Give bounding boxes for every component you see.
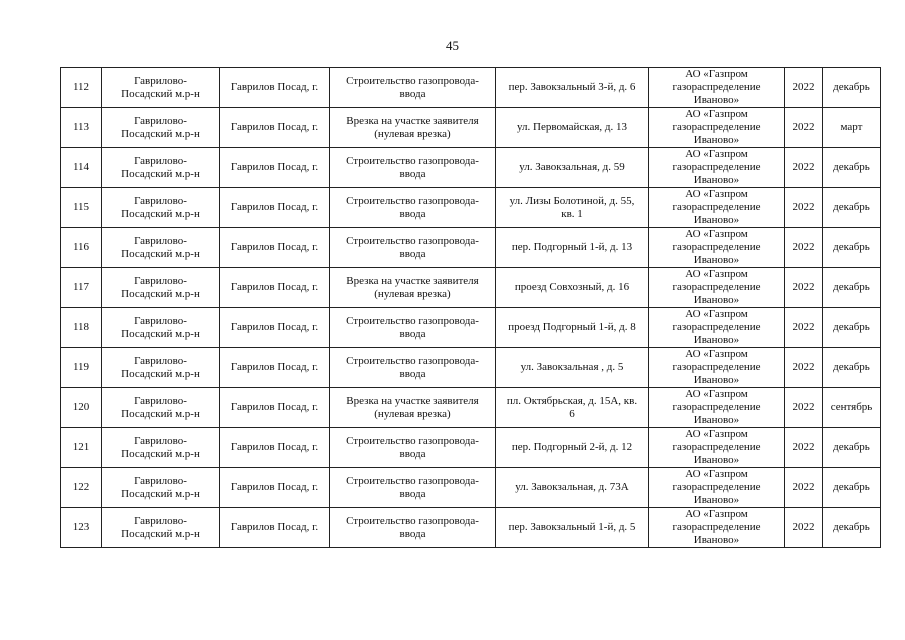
address-cell-line: ул. Первомайская, д. 13 [517,121,627,133]
organization-cell-line: АО «Газпром [685,468,748,480]
month-cell: декабрь [823,228,881,268]
table-row [61,308,881,348]
work-type-cell-line: Строительство газопровода- [346,354,479,367]
organization-cell [649,148,785,188]
organization-cell-line: АО «Газпром [685,228,748,240]
address-cell [496,68,649,108]
locality-cell: Гаврилов Посад, г. [220,468,330,508]
organization-cell-line: газораспределение [672,81,761,93]
address-cell [496,468,649,508]
table-row [61,508,881,548]
district-cell-line: Посадский м.р-н [121,87,200,100]
row-number-cell: 122 [61,468,102,508]
work-type-cell-line: Строительство газопровода- [346,474,479,487]
district-cell-line: Посадский м.р-н [121,127,200,140]
locality-cell: Гаврилов Посад, г. [220,228,330,268]
year-cell: 2022 [785,268,823,308]
address-cell-line: пер. Завокзальный 3-й, д. 6 [508,81,636,93]
row-number-cell: 116 [61,228,102,268]
table-row [61,68,881,108]
locality-cell: Гаврилов Посад, г. [220,388,330,428]
work-type-cell [330,348,496,388]
district-cell-line: Гаврилово- [134,114,187,127]
work-type-cell-line: (нулевая врезка) [374,287,451,300]
address-cell-line: ул. Лизы Болотиной, д. 55, [509,194,635,207]
locality-cell: Гаврилов Посад, г. [220,268,330,308]
district-cell-line: Гаврилово- [134,354,187,367]
district-cell-line: Посадский м.р-н [121,447,200,460]
organization-cell-line: АО «Газпром [685,148,748,160]
organization-cell-line: АО «Газпром [685,428,748,440]
district-cell [102,68,220,108]
district-cell-line: Гаврилово- [134,74,187,87]
organization-cell-line: газораспределение [672,361,761,373]
organization-cell-line: АО «Газпром [685,188,748,200]
work-type-cell-line: ввода [399,447,426,460]
work-type-cell-line: (нулевая врезка) [374,127,451,140]
district-cell-line: Посадский м.р-н [121,527,200,540]
organization-cell-line: Иваново» [693,334,740,346]
month-cell: март [823,108,881,148]
address-cell [496,188,649,228]
organization-cell [649,68,785,108]
locality-cell: Гаврилов Посад, г. [220,348,330,388]
table-row [61,468,881,508]
year-cell: 2022 [785,508,823,548]
address-cell [496,388,649,428]
organization-cell [649,348,785,388]
work-type-cell-line: ввода [399,327,426,340]
locality-cell: Гаврилов Посад, г. [220,508,330,548]
table-row [61,228,881,268]
locality-cell: Гаврилов Посад, г. [220,148,330,188]
work-type-cell [330,508,496,548]
work-type-cell [330,268,496,308]
address-cell-line: ул. Завокзальная , д. 5 [520,361,624,373]
year-cell: 2022 [785,308,823,348]
address-cell-line: пер. Подгорный 1-й, д. 13 [511,241,633,253]
district-cell-line: Посадский м.р-н [121,167,200,180]
organization-cell [649,388,785,428]
organization-cell-line: газораспределение [672,321,761,333]
organization-cell-line: Иваново» [693,214,740,226]
address-cell [496,228,649,268]
table-row [61,108,881,148]
year-cell: 2022 [785,468,823,508]
locality-cell: Гаврилов Посад, г. [220,68,330,108]
organization-cell [649,108,785,148]
organization-cell [649,188,785,228]
district-cell [102,388,220,428]
year-cell: 2022 [785,428,823,468]
address-cell-line: проезд Подгорный 1-й, д. 8 [508,321,636,333]
page-number: 45 [446,38,459,53]
month-cell: декабрь [823,428,881,468]
work-type-cell-line: Строительство газопровода- [346,434,479,447]
district-cell-line: Посадский м.р-н [121,367,200,380]
organization-cell-line: Иваново» [693,494,740,506]
year-cell: 2022 [785,188,823,228]
work-type-cell-line: (нулевая врезка) [374,407,451,420]
table-row [61,148,881,188]
organization-cell-line: Иваново» [693,94,740,106]
organization-cell-line: АО «Газпром [685,68,748,80]
table-row [61,348,881,388]
organization-cell-line: АО «Газпром [685,348,748,360]
month-cell: декабрь [823,468,881,508]
work-type-cell [330,228,496,268]
district-cell-line: Гаврилово- [134,154,187,167]
address-cell-line: проезд Совхозный, д. 16 [514,281,630,293]
row-number-cell: 117 [61,268,102,308]
organization-cell-line: газораспределение [672,441,761,453]
organization-cell-line: АО «Газпром [685,388,748,400]
work-type-cell [330,308,496,348]
district-cell [102,468,220,508]
work-type-cell-line: Врезка на участке заявителя [346,114,479,127]
table-row [61,428,881,468]
work-type-cell-line: Строительство газопровода- [346,234,479,247]
work-type-cell [330,388,496,428]
month-cell: декабрь [823,268,881,308]
address-cell-line: пл. Октябрьская, д. 15А, кв. [506,394,638,407]
year-cell: 2022 [785,228,823,268]
month-cell: декабрь [823,308,881,348]
district-cell-line: Посадский м.р-н [121,247,200,260]
district-cell [102,268,220,308]
address-cell [496,268,649,308]
district-cell [102,308,220,348]
organization-cell [649,508,785,548]
organization-cell-line: газораспределение [672,521,761,533]
year-cell: 2022 [785,148,823,188]
work-type-cell-line: ввода [399,167,426,180]
organization-cell-line: газораспределение [672,161,761,173]
work-type-cell [330,108,496,148]
district-cell [102,508,220,548]
organization-cell-line: газораспределение [672,481,761,493]
organization-cell [649,268,785,308]
work-type-cell [330,468,496,508]
organization-cell [649,468,785,508]
organization-cell-line: АО «Газпром [685,268,748,280]
month-cell: декабрь [823,508,881,548]
table-body [61,68,881,548]
work-type-cell-line: Строительство газопровода- [346,314,479,327]
work-type-cell-line: Врезка на участке заявителя [346,394,479,407]
organization-cell-line: Иваново» [693,374,740,386]
address-cell [496,348,649,388]
year-cell: 2022 [785,388,823,428]
locality-cell: Гаврилов Посад, г. [220,108,330,148]
address-cell [496,148,649,188]
row-number-cell: 112 [61,68,102,108]
work-type-cell-line: ввода [399,207,426,220]
organization-cell [649,308,785,348]
work-type-cell-line: Строительство газопровода- [346,514,479,527]
row-number-cell: 113 [61,108,102,148]
address-cell [496,508,649,548]
work-type-cell-line: ввода [399,527,426,540]
work-type-cell-line: ввода [399,87,426,100]
district-cell-line: Гаврилово- [134,314,187,327]
table-row [61,388,881,428]
work-type-cell-line: Врезка на участке заявителя [346,274,479,287]
district-cell [102,428,220,468]
organization-cell-line: газораспределение [672,281,761,293]
district-cell-line: Гаврилово- [134,234,187,247]
organization-cell-line: АО «Газпром [685,308,748,320]
work-type-cell-line: ввода [399,487,426,500]
work-type-cell [330,68,496,108]
month-cell: декабрь [823,148,881,188]
row-number-cell: 123 [61,508,102,548]
organization-cell-line: Иваново» [693,534,740,546]
work-type-cell-line: Строительство газопровода- [346,194,479,207]
row-number-cell: 119 [61,348,102,388]
row-number-cell: 114 [61,148,102,188]
month-cell: декабрь [823,68,881,108]
district-cell-line: Посадский м.р-н [121,487,200,500]
year-cell: 2022 [785,348,823,388]
row-number-cell: 120 [61,388,102,428]
district-cell-line: Посадский м.р-н [121,407,200,420]
address-cell-line: 6 [569,407,575,420]
year-cell: 2022 [785,108,823,148]
work-type-cell [330,148,496,188]
organization-cell-line: Иваново» [693,254,740,266]
work-type-cell [330,428,496,468]
month-cell: декабрь [823,348,881,388]
work-type-cell-line: ввода [399,367,426,380]
locality-cell: Гаврилов Посад, г. [220,188,330,228]
address-cell-line: пер. Завокзальный 1-й, д. 5 [508,521,636,533]
work-type-cell-line: Строительство газопровода- [346,74,479,87]
row-number-cell: 118 [61,308,102,348]
organization-cell [649,228,785,268]
district-cell [102,348,220,388]
organization-cell-line: газораспределение [672,121,761,133]
district-cell-line: Гаврилово- [134,394,187,407]
organization-cell-line: газораспределение [672,401,761,413]
organization-cell-line: газораспределение [672,201,761,213]
row-number-cell: 121 [61,428,102,468]
district-cell-line: Посадский м.р-н [121,207,200,220]
locality-cell: Гаврилов Посад, г. [220,308,330,348]
district-cell [102,148,220,188]
month-cell: сентябрь [823,388,881,428]
district-cell-line: Посадский м.р-н [121,327,200,340]
district-cell-line: Посадский м.р-н [121,287,200,300]
table-row [61,188,881,228]
district-cell-line: Гаврилово- [134,474,187,487]
row-number-cell: 115 [61,188,102,228]
district-cell [102,108,220,148]
organization-cell [649,428,785,468]
organization-cell-line: Иваново» [693,134,740,146]
district-cell-line: Гаврилово- [134,434,187,447]
district-cell [102,228,220,268]
gas-works-table [60,67,881,548]
organization-cell-line: АО «Газпром [685,508,748,520]
address-cell [496,308,649,348]
address-cell [496,428,649,468]
organization-cell-line: Иваново» [693,454,740,466]
organization-cell-line: газораспределение [672,241,761,253]
work-type-cell [330,188,496,228]
year-cell: 2022 [785,68,823,108]
district-cell-line: Гаврилово- [134,274,187,287]
work-type-cell-line: ввода [399,247,426,260]
table-row [61,268,881,308]
organization-cell-line: Иваново» [693,174,740,186]
address-cell-line: пер. Подгорный 2-й, д. 12 [511,441,633,453]
district-cell [102,188,220,228]
organization-cell-line: АО «Газпром [685,108,748,120]
address-cell-line: ул. Завокзальная, д. 59 [519,161,625,173]
organization-cell-line: Иваново» [693,414,740,426]
address-cell-line: ул. Завокзальная, д. 73А [515,481,629,493]
district-cell-line: Гаврилово- [134,514,187,527]
locality-cell: Гаврилов Посад, г. [220,428,330,468]
district-cell-line: Гаврилово- [134,194,187,207]
organization-cell-line: Иваново» [693,294,740,306]
month-cell: декабрь [823,188,881,228]
address-cell [496,108,649,148]
work-type-cell-line: Строительство газопровода- [346,154,479,167]
address-cell-line: кв. 1 [561,207,583,220]
